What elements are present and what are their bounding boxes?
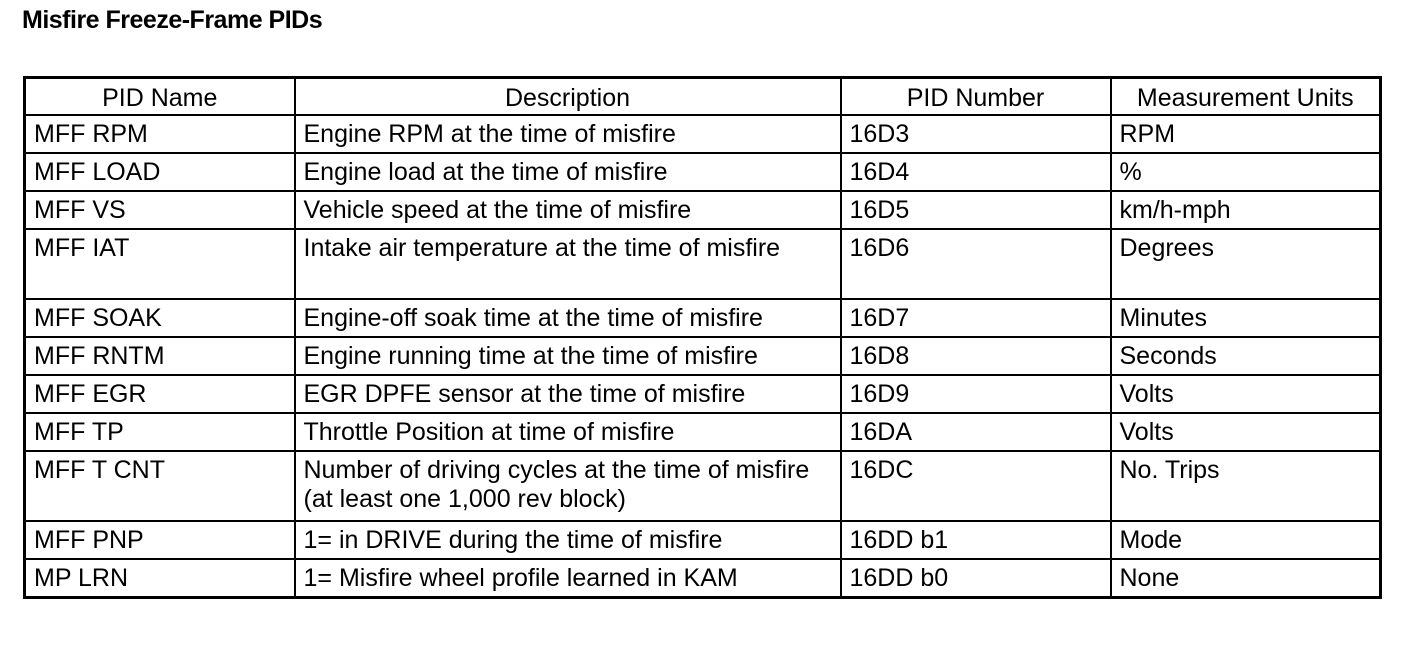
description-cell: Intake air temperature at the time of misfire: [295, 229, 841, 299]
page-title: Misfire Freeze-Frame PIDs: [22, 6, 323, 34]
description-cell: Throttle Position at time of misfire: [295, 413, 841, 451]
units-cell: RPM: [1111, 115, 1381, 153]
pid-number-cell: 16DD b1: [841, 521, 1111, 559]
pid-number-cell: 16D4: [841, 153, 1111, 191]
units-cell: Degrees: [1111, 229, 1381, 299]
pid-number-cell: 16DC: [841, 451, 1111, 521]
pid-name-cell: MFF EGR: [25, 375, 295, 413]
description-cell: Engine running time at the time of misfire: [295, 337, 841, 375]
units-cell: Volts: [1111, 375, 1381, 413]
pid-number-cell: 16DD b0: [841, 559, 1111, 598]
description-cell: Number of driving cycles at the time of misfire (at least one 1,000 rev block): [295, 451, 841, 521]
header-description: Description: [295, 78, 841, 115]
pid-number-cell: 16D8: [841, 337, 1111, 375]
pid-table: [23, 76, 1382, 599]
description-cell: Engine RPM at the time of misfire: [295, 115, 841, 153]
pid-name-cell: MFF TP: [25, 413, 295, 451]
table-header-row: [25, 78, 1381, 115]
pid-name-cell: MFF RPM: [25, 115, 295, 153]
description-cell: Vehicle speed at the time of misfire: [295, 191, 841, 229]
pid-name-cell: MFF SOAK: [25, 299, 295, 337]
units-cell: Mode: [1111, 521, 1381, 559]
units-cell: Minutes: [1111, 299, 1381, 337]
table-row: [25, 451, 1381, 521]
table-row: [25, 559, 1381, 598]
pid-number-cell: 16D6: [841, 229, 1111, 299]
header-pid-name: PID Name: [25, 78, 295, 115]
header-measurement-units: Measurement Units: [1111, 78, 1381, 115]
pid-name-cell: MP LRN: [25, 559, 295, 598]
table-row: [25, 115, 1381, 153]
table-row: [25, 413, 1381, 451]
units-cell: No. Trips: [1111, 451, 1381, 521]
table-row: [25, 229, 1381, 299]
description-cell: EGR DPFE sensor at the time of misfire: [295, 375, 841, 413]
pid-number-cell: 16DA: [841, 413, 1111, 451]
pid-name-cell: MFF VS: [25, 191, 295, 229]
pid-name-cell: MFF LOAD: [25, 153, 295, 191]
description-cell: 1= in DRIVE during the time of misfire: [295, 521, 841, 559]
table-row: [25, 337, 1381, 375]
table-row: [25, 153, 1381, 191]
pid-name-cell: MFF IAT: [25, 229, 295, 299]
pid-name-cell: MFF PNP: [25, 521, 295, 559]
units-cell: Volts: [1111, 413, 1381, 451]
table-row: [25, 521, 1381, 559]
pid-number-cell: 16D7: [841, 299, 1111, 337]
pid-name-cell: MFF T CNT: [25, 451, 295, 521]
units-cell: None: [1111, 559, 1381, 598]
description-cell: Engine load at the time of misfire: [295, 153, 841, 191]
units-cell: Seconds: [1111, 337, 1381, 375]
pid-number-cell: 16D9: [841, 375, 1111, 413]
table-row: [25, 191, 1381, 229]
header-pid-number: PID Number: [841, 78, 1111, 115]
table-row: [25, 299, 1381, 337]
units-cell: km/h-mph: [1111, 191, 1381, 229]
units-cell: %: [1111, 153, 1381, 191]
table-row: [25, 375, 1381, 413]
pid-number-cell: 16D3: [841, 115, 1111, 153]
description-cell: 1= Misfire wheel profile learned in KAM: [295, 559, 841, 598]
pid-name-cell: MFF RNTM: [25, 337, 295, 375]
description-cell: Engine-off soak time at the time of misfire: [295, 299, 841, 337]
pid-number-cell: 16D5: [841, 191, 1111, 229]
